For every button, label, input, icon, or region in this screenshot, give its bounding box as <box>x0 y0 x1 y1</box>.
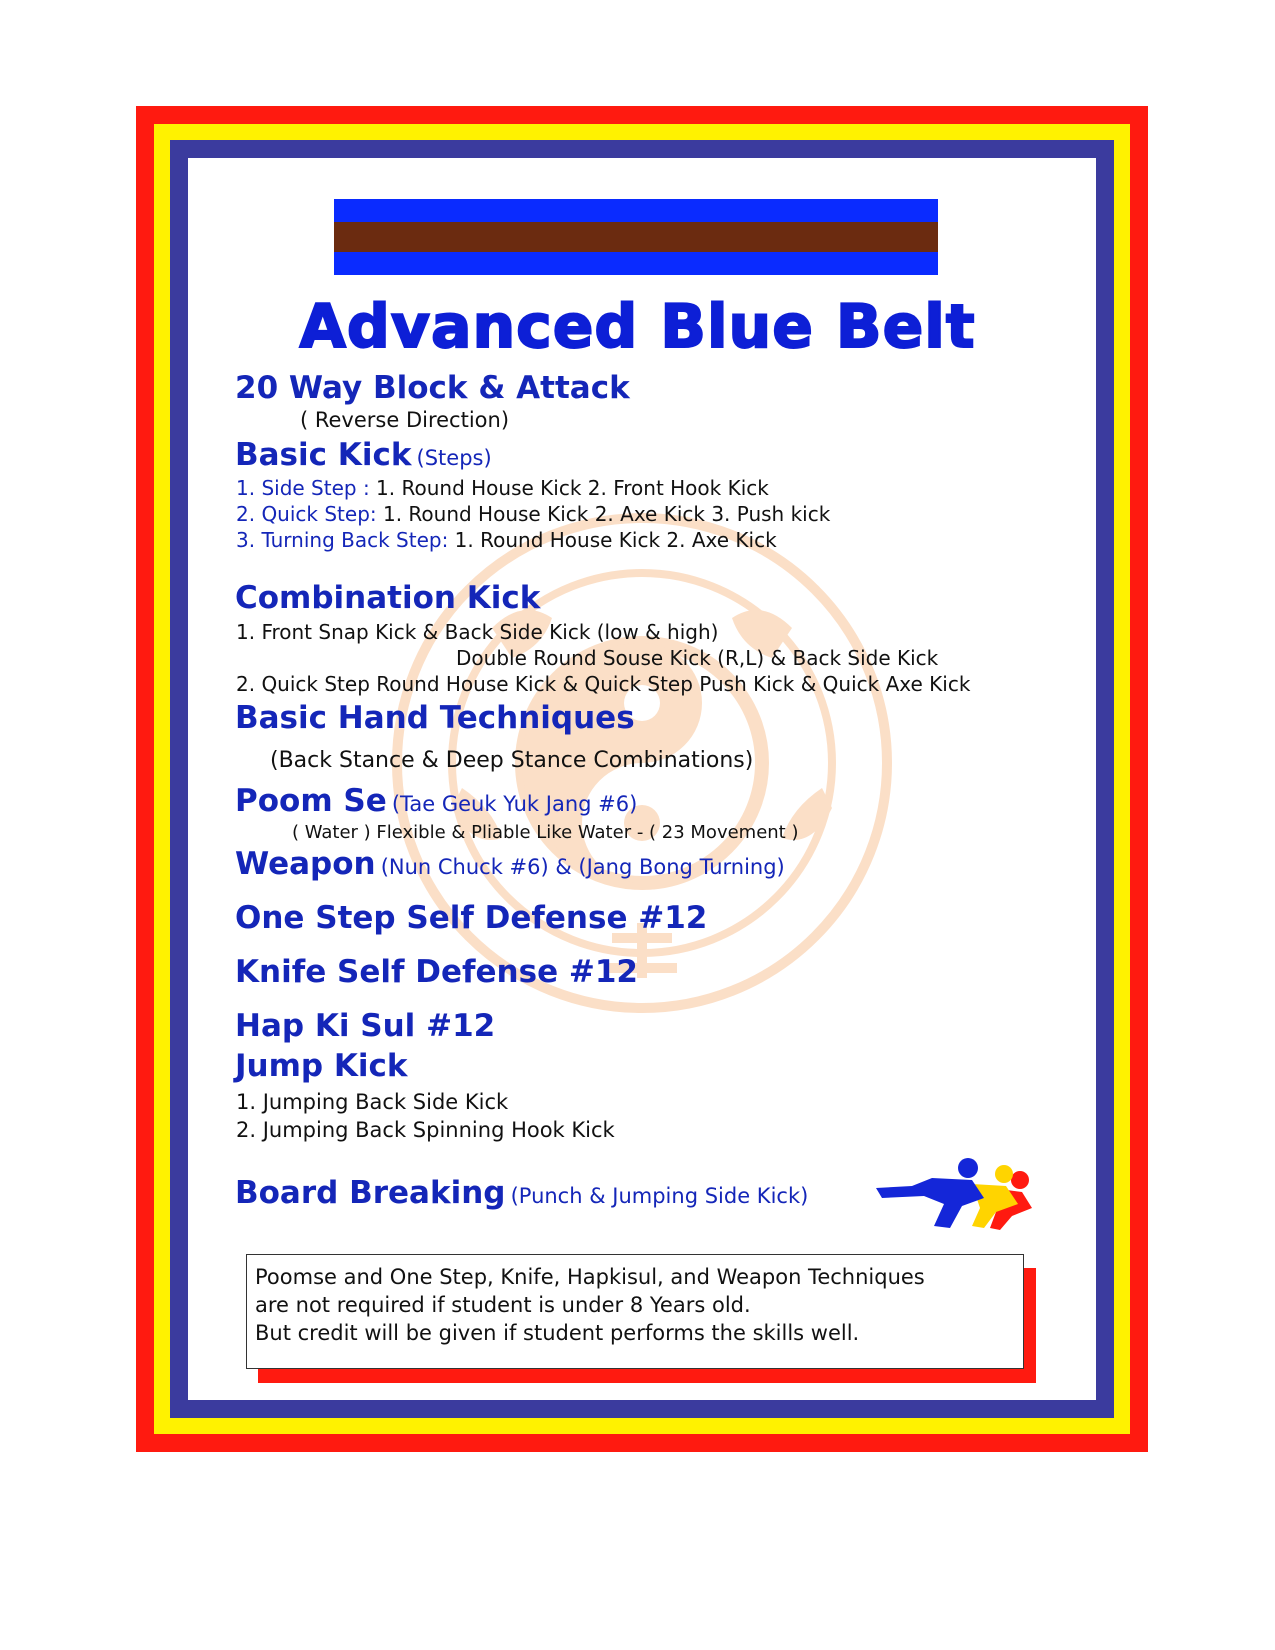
basic-kick-item-text: 1. Round House Kick 2. Front Hook Kick <box>369 476 769 500</box>
heading-basic-kick: Basic Kick <box>235 437 412 473</box>
basic-kick-item <box>236 528 777 552</box>
board-breaking-sub: (Punch & Jumping Side Kick) <box>510 1184 809 1208</box>
heading-block-attack: 20 Way Block & Attack <box>235 370 630 406</box>
note-line: Poomse and One Step, Knife, Hapkisul, and Weapon Techniques <box>255 1265 925 1289</box>
basic-kick-item <box>236 502 830 526</box>
heading-poom-se: Poom Se <box>235 783 387 819</box>
note-line: But credit will be given if student performs the skills well. <box>255 1321 860 1345</box>
basic-kick-item-label: 2. Quick Step: <box>236 502 377 526</box>
weapon-sub: (Nun Chuck #6) & (Jang Bong Turning) <box>380 855 785 879</box>
jump-kick-item: 1. Jumping Back Side Kick <box>236 1090 509 1114</box>
heading-combination-kick: Combination Kick <box>235 580 541 616</box>
board-breaking-heading-row <box>235 1175 808 1211</box>
jump-kick-item: 2. Jumping Back Spinning Hook Kick <box>236 1118 615 1142</box>
basic-hand-note: (Back Stance & Deep Stance Combinations) <box>270 748 754 773</box>
poom-se-heading-row <box>235 783 637 819</box>
heading-knife: Knife Self Defense #12 <box>235 954 638 990</box>
note-line: are not required if student is under 8 Years old. <box>255 1293 751 1317</box>
heading-jump-kick: Jump Kick <box>235 1048 408 1084</box>
poom-se-sub: (Tae Geuk Yuk Jang #6) <box>391 792 638 816</box>
weapon-heading-row <box>235 846 785 882</box>
block-attack-note: ( Reverse Direction) <box>300 408 510 432</box>
basic-kick-item <box>236 476 769 500</box>
heading-weapon: Weapon <box>235 846 376 882</box>
combination-kick-line: 1. Front Snap Kick & Back Side Kick (low & high) <box>236 620 719 644</box>
combination-kick-line: 2. Quick Step Round House Kick & Quick Step Push Kick & Quick Axe Kick <box>236 672 971 696</box>
heading-basic-hand: Basic Hand Techniques <box>235 700 635 736</box>
basic-kick-item-label: 1. Side Step : <box>236 476 370 500</box>
page-title: Advanced Blue Belt <box>299 292 976 362</box>
heading-one-step: One Step Self Defense #12 <box>235 900 708 936</box>
heading-board-breaking: Board Breaking <box>235 1175 506 1211</box>
basic-kick-sub: (Steps) <box>416 446 492 470</box>
note-box <box>246 1254 1024 1369</box>
combination-kick-line: Double Round Souse Kick (R,L) & Back Side Kick <box>456 646 939 670</box>
basic-kick-heading-row <box>235 437 492 473</box>
kicking-figures-icon <box>872 1158 1042 1238</box>
heading-hap-ki-sul: Hap Ki Sul #12 <box>235 1008 496 1044</box>
poom-se-note: ( Water ) Flexible & Pliable Like Water - ( 23 Movement ) <box>292 822 799 843</box>
basic-kick-item-label: 3. Turning Back Step: <box>236 528 449 552</box>
basic-kick-item-text: 1. Round House Kick 2. Axe Kick 3. Push kick <box>376 502 831 526</box>
basic-kick-item-text: 1. Round House Kick 2. Axe Kick <box>448 528 777 552</box>
belt-graphic <box>334 199 938 275</box>
